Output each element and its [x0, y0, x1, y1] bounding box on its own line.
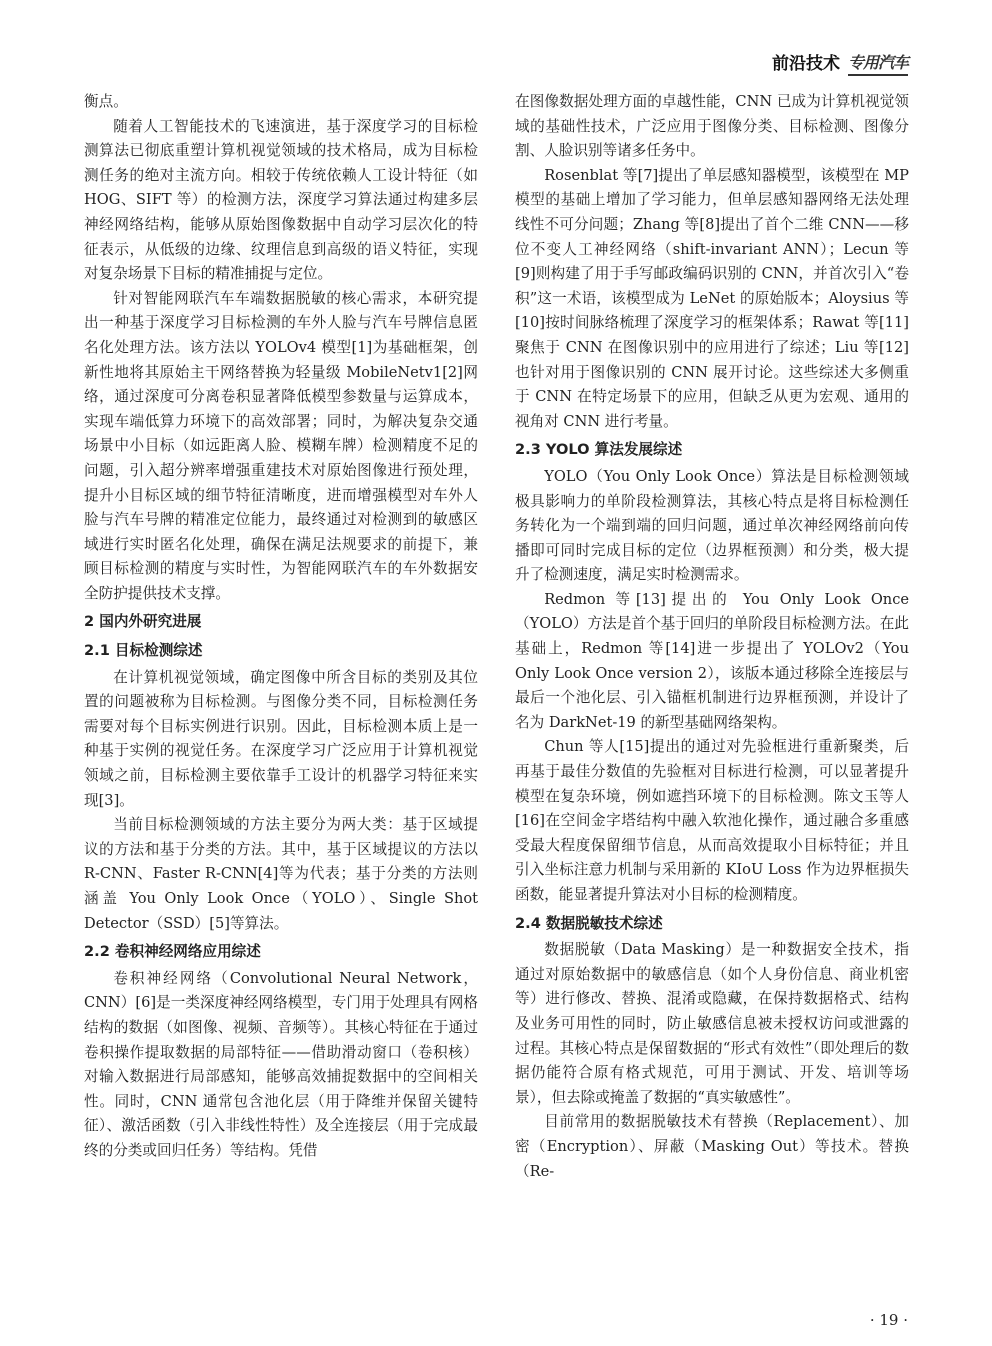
subsection-heading: 2.4 数据脱敏技术综述 — [515, 914, 663, 932]
subsection-heading: 2.2 卷积神经网络应用综述 — [84, 943, 261, 961]
paragraph: Rosenblat 等[7]提出了单层感知器模型，该模型在 MP 模型的基础上增加了学习能力，但单层感知器网络无法处理线性不可分问题；Zhang 等[8]提出了首个二维 CNN——移位不变人工神经网络（shift-invariant ANN）；Lecun 等[9]则构建了用于手写邮政编码识别的 CNN，并首次引入“卷积”这一术语，该模型成为 LeNet 的原始版本；Aloysius 等[10]按时间脉络梳理了深度学习的框架体系；Rawat 等[11]聚焦于 CNN 在图像识别中的应用进行了综述；Liu 等[12]也针对用于图像识别的 CNN 展开讨论。这些综述大多侧重于 CNN 在特定场景下的应用，但缺乏从更为宏观、通用的视角对 CNN 进行考量。 — [515, 166, 909, 430]
paragraph: 在计算机视觉领域，确定图像中所含目标的类别及其位置的问题被称为目标检测。与图像分类不同，目标检测任务需要对每个目标实例进行识别。因此，目标检测本质上是一种基于实例的视觉任务。在深度学习广泛应用于计算机视觉领域之前，目标检测主要依靠手工设计的机器学习特征来实现[3]。 — [84, 668, 478, 809]
subsection-heading: 2.3 YOLO 算法发展综述 — [515, 441, 683, 459]
paragraph: 随着人工智能技术的飞速演进，基于深度学习的目标检测算法已彻底重塑计算机视觉领域的技术格局，成为目标检测任务的绝对主流方向。相较于传统依赖人工设计特征（如 HOG、SIFT 等）的检测方法，深度学习算法通过构建多层神经网络结构，能够从原始图像数据中自动学习层次化的特征表示，从低级的边缘、纹理信息到高级的语义特征，实现对复杂场景下目标的精准捕捉与定位。 — [84, 117, 478, 283]
paragraph: 衡点。 — [84, 93, 128, 110]
paragraph: Redmon 等[13]提出的 You Only Look Once（YOLO）方法是首个基于回归的单阶段目标检测方法。在此基础上，Redmon 等[14]进一步提出了 YOLOv2（You Only Look Once version 2），该版本通过移除全连接层与最后一个池化层、引入锚框机制进行边界框预测，并设计了名为 DarkNet-19 的新型基础网络架构。 — [515, 590, 909, 731]
paragraph: YOLO（You Only Look Once）算法是目标检测领域极具影响力的单阶段检测算法，其核心特点是将目标检测任务转化为一个端到端的回归问题，通过单次神经网络前向传播即可同时完成目标的定位（边界框预测）和分类，极大提升了检测速度，满足实时检测需求。 — [515, 467, 909, 584]
paragraph: 数据脱敏（Data Masking）是一种数据安全技术，指通过对原始数据中的敏感信息（如个人身份信息、商业机密等）进行修改、替换、混淆或隐藏，在保持数据格式、结构及业务可用性的同时，防止敏感信息被未授权访问或泄露的过程。其核心特点是保留数据的“形式有效性”（即处理后的数据仍能符合原有格式规范，可用于测试、开发、培训等场景），但去除或掩盖了数据的“真实敏感性”。 — [515, 941, 909, 1106]
right-column — [515, 90, 909, 1184]
subsection-heading: 2.1 目标检测综述 — [84, 642, 203, 660]
running-header — [772, 52, 908, 76]
left-column — [84, 90, 478, 1164]
paragraph: 目前常用的数据脱敏技术有替换（Replacement）、加密（Encryption）、屏蔽（Masking Out）等技术。替换（Re- — [515, 1113, 909, 1180]
journal-logo: 专用汽车 — [848, 52, 908, 76]
paragraph: 在图像数据处理方面的卓越性能，CNN 已成为计算机视觉领域的基础性技术，广泛应用于图像分类、目标检测、图像分割、人脸识别等诸多任务中。 — [515, 93, 909, 160]
page-number: · 19 · — [869, 1311, 908, 1329]
paragraph: Chun 等人[15]提出的通过对先验框进行重新聚类，后再基于最佳分数值的先验框对目标进行检测，可以显著提升模型在复杂环境，例如遮挡环境下的目标检测。陈文玉等人[16]在空间金字塔结构中融入软池化操作，通过融合多重感受最大程度保留细节信息，从而高效提取小目标特征；并且引入坐标注意力机制与采用新的 KIoU Loss 作为边界框损失函数，能显著提升算法对小目标的检测精度。 — [515, 738, 909, 903]
paragraph: 卷积神经网络（Convolutional Neural Network，CNN）[6]是一类深度神经网络模型，专门用于处理具有网格结构的数据（如图像、视频、音频等）。其核心特征在于通过卷积操作提取数据的局部特征——借助滑动窗口（卷积核）对输入数据进行局部感知，能够高效捕捉数据中的空间相关性。同时，CNN 通常包含池化层（用于降维并保留关键特征）、激活函数（引入非线性特性）及全连接层（用于完成最终的分类或回归任务）等结构。凭借 — [84, 969, 478, 1159]
section-title: 前沿技术 — [771, 54, 840, 74]
section-heading: 2 国内外研究进展 — [84, 613, 202, 631]
paragraph: 针对智能网联汽车车端数据脱敏的核心需求，本研究提出一种基于深度学习目标检测的车外人脸与汽车号牌信息匿名化处理方法。该方法以 YOLOv4 模型[1]为基础框架，创新性地将其原始主干网络替换为轻量级 MobileNetv1[2]网络，通过深度可分离卷积显著降低模型参数量与运算成本，实现车端低算力环境下的高效部署；同时，为解决复杂交通场景中小目标（如远距离人脸、模糊车牌）检测精度不足的问题，引入超分辨率增强重建技术对原始图像进行预处理，提升小目标区域的细节特征清晰度，进而增强模型对车外人脸与汽车号牌的精准定位能力，最终通过对检测到的敏感区域进行实时匿名化处理，确保在满足法规要求的前提下，兼顾目标检测的精度与实时性，为智能网联汽车的车外数据安全防护提供技术支撑。 — [84, 289, 478, 602]
paragraph: 当前目标检测领域的方法主要分为两大类：基于区域提议的方法和基于分类的方法。其中，基于区域提议的方法以 R-CNN、Faster R-CNN[4]等为代表；基于分类的方法则涵盖 You Only Look Once（YOLO）、Single Shot Detector（SSD）[5]等算法。 — [84, 816, 478, 932]
